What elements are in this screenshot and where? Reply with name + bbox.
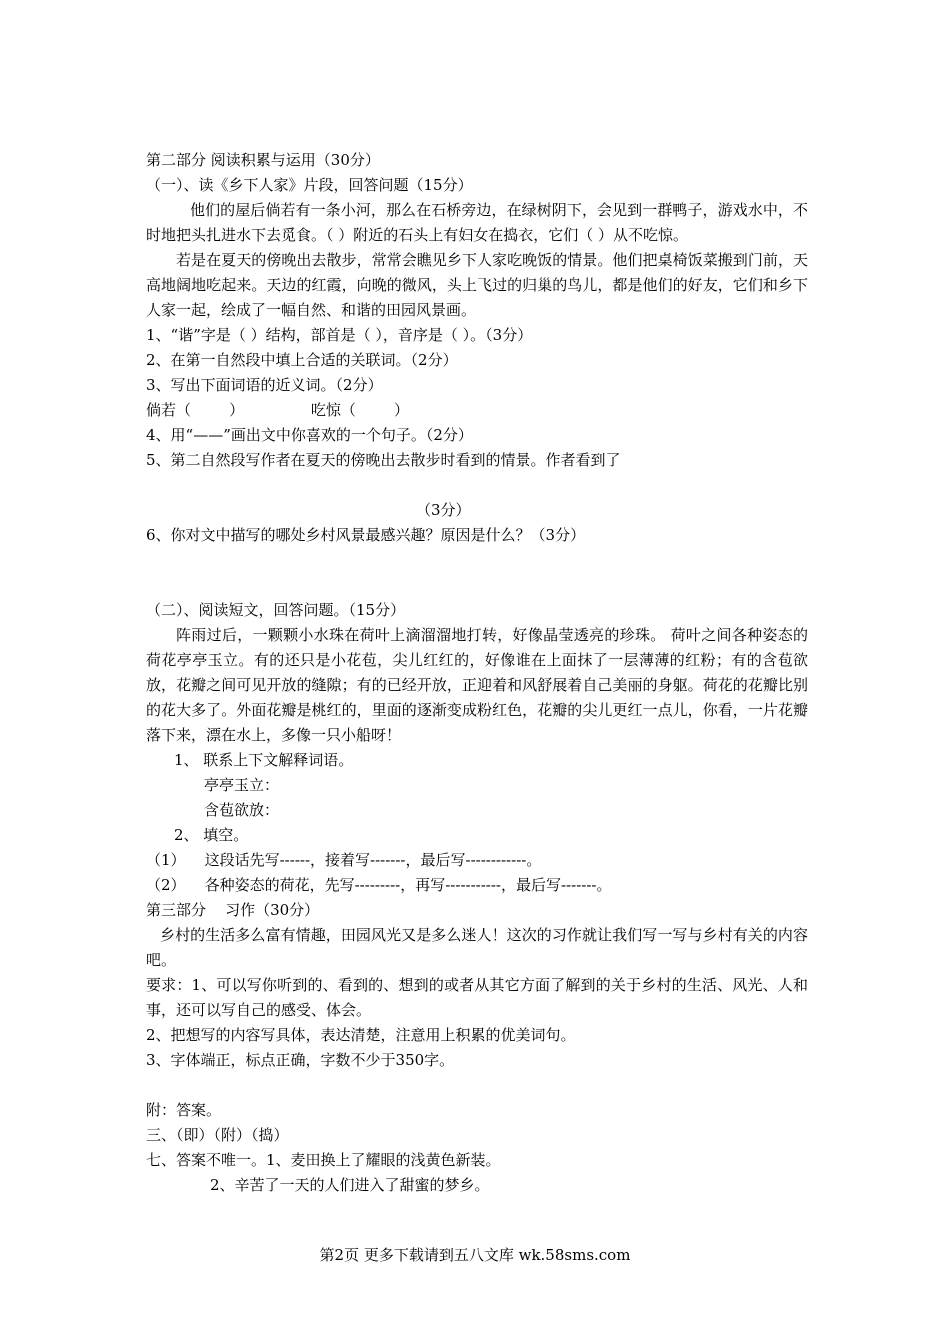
answer-blank bbox=[146, 473, 808, 498]
spacer bbox=[146, 1073, 808, 1098]
section1-question-1: 1、“谐”字是（ ）结构，部首是（ ），音序是（ ）。（3分） bbox=[146, 326, 533, 344]
section1-question-4: 4、用“——”画出文中你喜欢的一个句子。（2分） bbox=[146, 426, 473, 444]
part3-title: 第三部分 习作（30分） bbox=[146, 901, 320, 919]
section1-question-2: 2、在第一自然段中填上合适的关联词。（2分） bbox=[146, 351, 458, 369]
answer-3: 三、（即）（附）（捣） bbox=[146, 1126, 289, 1144]
part3-requirement-2: 2、把想写的内容写具体，表达清楚，注意用上积累的优美词句。 bbox=[146, 1026, 576, 1044]
section2-question-1-b: 含苞欲放： bbox=[204, 801, 280, 819]
answer-blank bbox=[146, 548, 808, 598]
answer-7-2: 2、辛苦了一天的人们进入了甜蜜的梦乡。 bbox=[210, 1176, 490, 1194]
section2-paragraph: 阵雨过后，一颗颗小水珠在荷叶上滴溜溜地打转，好像晶莹透亮的珍珠。 荷叶之间各种姿态的荷花亭亭玉立。有的还只是小花苞，尖儿红红的，好像谁在上面抹了一层薄薄的红粉；有的含苞欲放，花瓣之间可见开放的缝隙；有的已经开放，正迎着和风舒展着自己美丽的身躯。荷花的花瓣比别的花大多了。外面花瓣是桃红的，里面的逐渐变成粉红色，花瓣的尖儿更红一点儿，你看，一片花瓣落下来，漂在水上，多像一只小船呀！ bbox=[146, 626, 808, 744]
section1-title: （一）、读《乡下人家》片段，回答问题（15分） bbox=[146, 176, 473, 194]
section1-question-5-score: （3分） bbox=[416, 501, 471, 519]
section2-title: （二）、阅读短文，回答问题。（15分） bbox=[146, 601, 406, 619]
section2-question-1-a: 亭亭玉立： bbox=[204, 776, 280, 794]
answers-title: 附：答案。 bbox=[146, 1101, 222, 1119]
part3-requirement-3: 3、字体端正，标点正确，字数不少于350字。 bbox=[146, 1051, 455, 1069]
section1-paragraph-2: 若是在夏天的傍晚出去散步，常常会瞧见乡下人家吃晚饭的情景。他们把桌椅饭菜搬到门前，天高地阔地吃起来。天边的红霞，向晚的微风，头上飞过的归巢的鸟儿，都是他们的好友，它们和乡下人家一起，绘成了一幅自然、和谐的田园风景画。 bbox=[146, 251, 808, 319]
part3-intro: 乡村的生活多么富有情趣，田园风光又是多么迷人！这次的习作就让我们写一写与乡村有关的内容吧。 bbox=[146, 926, 808, 969]
page-footer: 第2页 更多下载请到五八文库 wk.58sms.com bbox=[319, 1246, 631, 1264]
answer-7: 七、答案不唯一。1、麦田换上了耀眼的浅黄色新装。 bbox=[146, 1151, 501, 1169]
part3-requirement-1: 要求：1、可以写你听到的、看到的、想到的或者从其它方面了解到的关于乡村的生活、风光、人和事，还可以写自己的感受、体会。 bbox=[146, 976, 808, 1019]
section2-question-2-2: （2） 各种姿态的荷花，先写---------，再写-----------，最后写-------。 bbox=[146, 876, 612, 894]
section1-paragraph-1: 他们的屋后倘若有一条小河，那么在石桥旁边，在绿树阴下，会见到一群鸭子，游戏水中，不时地把头扎进水下去觅食。（ ）附近的石头上有妇女在捣衣，它们（ ）从不吃惊。 bbox=[146, 201, 808, 244]
section2-question-2: 2、 填空。 bbox=[174, 826, 249, 844]
section2-question-2-1: （1） 这段话先写------，接着写-------，最后写------------。 bbox=[146, 851, 542, 869]
section2-question-1: 1、 联系上下文解释词语。 bbox=[174, 751, 354, 769]
part2-title: 第二部分 阅读积累与运用（30分） bbox=[146, 151, 380, 169]
section1-question-3-words: 倘若（ ） 吃惊（ ） bbox=[146, 401, 410, 419]
section1-question-3: 3、写出下面词语的近义词。（2分） bbox=[146, 376, 383, 394]
document-body bbox=[146, 148, 808, 1198]
section1-question-6: 6、你对文中描写的哪处乡村风景最感兴趣？原因是什么？（3分） bbox=[146, 526, 586, 544]
section1-question-5: 5、第二自然段写作者在夏天的傍晚出去散步时看到的情景。作者看到了 bbox=[146, 451, 621, 469]
